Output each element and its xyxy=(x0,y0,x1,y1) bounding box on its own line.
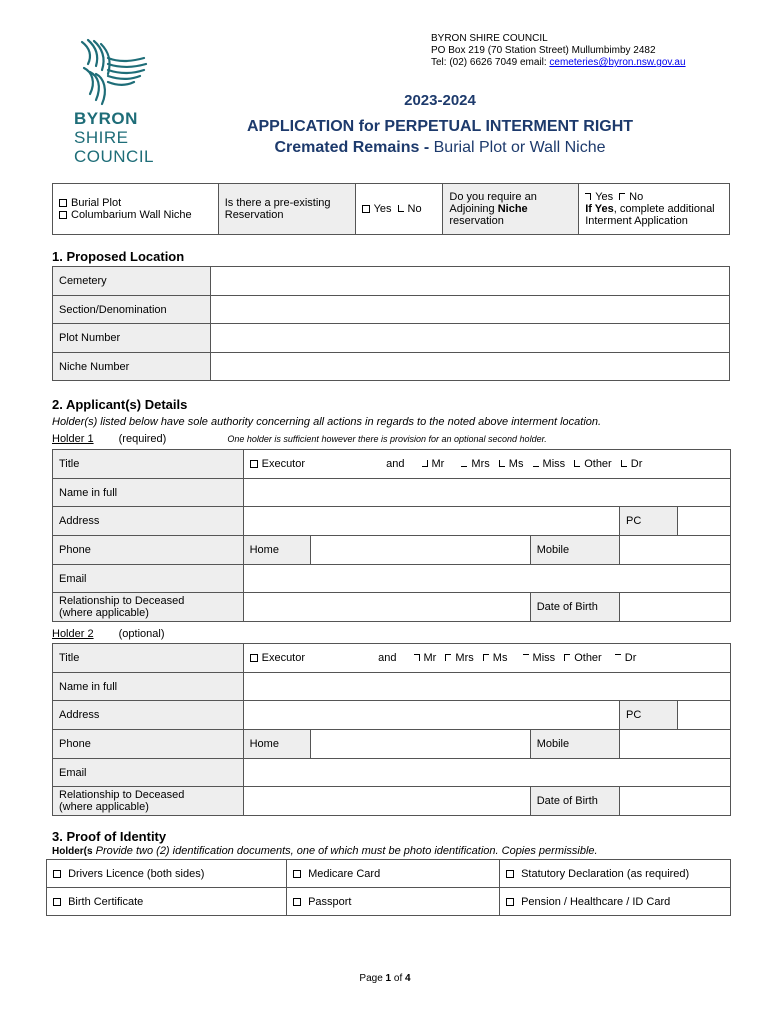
no-label: No xyxy=(407,203,422,215)
mobile-field[interactable] xyxy=(619,536,730,565)
subtitle-rest: Burial Plot or Wall Niche xyxy=(433,139,606,156)
adjoining-bold: Niche xyxy=(497,203,528,215)
checkbox-icon[interactable] xyxy=(59,211,67,219)
email-label: Email xyxy=(53,565,244,593)
section2-heading: 2. Applicant(s) Details xyxy=(52,397,188,412)
cemetery-label: Cemetery xyxy=(53,267,211,296)
logo-line-council: COUNCIL xyxy=(74,147,155,166)
miss-label: Miss xyxy=(542,458,566,470)
cemetery-field[interactable] xyxy=(211,267,730,296)
plot-number-label: Plot Number xyxy=(53,324,211,353)
email-field[interactable] xyxy=(243,565,730,593)
holder2-table xyxy=(52,643,731,816)
checkbox-icon[interactable] xyxy=(585,193,591,200)
plot-type-table xyxy=(52,183,730,235)
statutory-label: Statutory Declaration (as required) xyxy=(521,867,690,880)
logo-waves-icon xyxy=(74,38,154,106)
address-field[interactable] xyxy=(243,701,619,730)
relationship-field[interactable] xyxy=(243,787,530,816)
mr-label: Mr xyxy=(431,458,445,470)
plot-type-cell xyxy=(53,184,219,235)
holder1-note: One holder is sufficient however there is provision for an optional second holder. xyxy=(227,434,547,444)
checkbox-icon[interactable] xyxy=(250,460,258,468)
checkbox-icon[interactable] xyxy=(621,460,627,467)
checkbox-icon[interactable] xyxy=(523,654,529,661)
and-label: and xyxy=(386,458,405,470)
section-field[interactable] xyxy=(211,296,730,324)
plot-number-field[interactable] xyxy=(211,324,730,353)
preexisting-label: Is there a pre-existing Reservation xyxy=(224,197,331,221)
header-org: BYRON SHIRE COUNCIL xyxy=(431,33,548,44)
section1-heading: 1. Proposed Location xyxy=(52,249,185,264)
dob-label: Date of Birth xyxy=(530,593,619,622)
pc-label: PC xyxy=(619,701,677,730)
logo-line-byron: BYRON xyxy=(74,109,138,128)
holder1-heading xyxy=(52,433,547,445)
adjoining-question xyxy=(443,184,579,235)
id-option-statutory[interactable] xyxy=(500,860,731,888)
relationship-field[interactable] xyxy=(243,593,530,622)
mobile-field[interactable] xyxy=(619,730,730,759)
page-prefix: Page xyxy=(359,973,386,984)
preexisting-question xyxy=(218,184,355,235)
ms-label: Ms xyxy=(508,458,524,470)
header-address: PO Box 219 (70 Station Street) Mullumbimby 2482 xyxy=(431,45,656,56)
dr-label: Dr xyxy=(624,652,637,664)
burial-plot-option[interactable] xyxy=(59,197,212,209)
form-year: 2023-2024 xyxy=(404,92,476,109)
home-label: Home xyxy=(243,536,311,565)
checkbox-icon[interactable] xyxy=(461,460,467,467)
email-label: Email xyxy=(53,759,244,787)
email-link[interactable]: cemeteries@byron.nsw.gov.au xyxy=(549,57,686,68)
checkbox-icon[interactable] xyxy=(53,870,61,878)
holder2-optional: (optional) xyxy=(118,628,165,640)
dob-field[interactable] xyxy=(619,787,730,816)
miss-label: Miss xyxy=(532,652,556,664)
relationship-line1: Relationship to Deceased xyxy=(59,595,185,607)
medicare-label: Medicare Card xyxy=(308,867,381,880)
executor-label: Executor xyxy=(261,652,306,664)
checkbox-icon[interactable] xyxy=(293,898,301,906)
address-label: Address xyxy=(53,701,244,730)
if-yes-rest: , complete additional Interment Application xyxy=(585,203,715,227)
pc-label: PC xyxy=(619,507,677,536)
checkbox-icon[interactable] xyxy=(53,898,61,906)
checkbox-icon[interactable] xyxy=(445,654,451,661)
id-option-pension[interactable] xyxy=(500,888,731,916)
checkbox-icon[interactable] xyxy=(483,654,489,661)
address-field[interactable] xyxy=(243,507,619,536)
checkbox-icon[interactable] xyxy=(506,898,514,906)
header-contact xyxy=(431,33,731,69)
checkbox-icon[interactable] xyxy=(422,460,428,467)
adjoining-pre: Do you require an Adjoining xyxy=(449,191,537,215)
checkbox-icon[interactable] xyxy=(59,199,67,207)
section2-note: Holder(s) listed below have sole authority concerning all actions in regards to the noted above interment location. xyxy=(52,416,602,428)
page-total: 4 xyxy=(405,973,411,984)
holder1-label: Holder 1 xyxy=(52,433,94,445)
niche-number-label: Niche Number xyxy=(53,353,211,381)
relationship-line2: (where applicable) xyxy=(59,801,149,813)
holder2-heading xyxy=(52,628,165,640)
ms-label: Ms xyxy=(492,652,508,664)
other-label: Other xyxy=(584,458,612,470)
header-tel: Tel: (02) 6626 7049 email: xyxy=(431,57,550,68)
preexisting-answer xyxy=(355,184,443,235)
home-label: Home xyxy=(243,730,311,759)
passport-label: Passport xyxy=(308,895,352,908)
id-option-passport[interactable] xyxy=(287,888,500,916)
dob-label: Date of Birth xyxy=(530,787,619,816)
section3-note-line xyxy=(52,845,598,857)
holders-label: Holder(s xyxy=(52,846,93,857)
header-contact-line xyxy=(431,57,731,69)
checkbox-icon[interactable] xyxy=(619,193,625,200)
executor-label: Executor xyxy=(261,458,306,470)
relationship-label xyxy=(53,787,244,816)
name-field[interactable] xyxy=(243,479,730,507)
council-logo xyxy=(74,38,164,166)
pc-field[interactable] xyxy=(677,507,730,536)
id-option-medicare[interactable] xyxy=(287,860,500,888)
drivers-licence-label: Drivers Licence (both sides) xyxy=(68,867,205,880)
adjoining-post: reservation xyxy=(449,215,504,227)
home-phone-field[interactable] xyxy=(311,730,531,759)
title-label: Title xyxy=(53,450,244,479)
section-label: Section/Denomination xyxy=(53,296,211,324)
checkbox-icon[interactable] xyxy=(615,654,621,661)
checkbox-icon[interactable] xyxy=(533,460,539,467)
name-label: Name in full xyxy=(53,673,244,701)
pension-label: Pension / Healthcare / ID Card xyxy=(521,895,671,908)
adjoining-answer xyxy=(579,184,730,235)
yes-label: Yes xyxy=(595,191,614,203)
if-yes-bold: If Yes xyxy=(585,203,614,215)
wall-niche-option[interactable] xyxy=(59,209,212,221)
mrs-label: Mrs xyxy=(471,458,490,470)
checkbox-icon[interactable] xyxy=(574,460,580,467)
email-field[interactable] xyxy=(243,759,730,787)
checkbox-icon[interactable] xyxy=(250,654,258,662)
name-label: Name in full xyxy=(53,479,244,507)
birth-certificate-label: Birth Certificate xyxy=(68,895,144,908)
phone-label: Phone xyxy=(53,536,244,565)
checkbox-icon[interactable] xyxy=(293,870,301,878)
wall-niche-label: Columbarium Wall Niche xyxy=(71,209,192,221)
address-label: Address xyxy=(53,507,244,536)
mr-label: Mr xyxy=(423,652,437,664)
identity-table xyxy=(46,859,731,916)
location-table xyxy=(52,266,730,381)
title-label: Title xyxy=(53,644,244,673)
relationship-label xyxy=(53,593,244,622)
yes-label: Yes xyxy=(373,203,392,215)
checkbox-icon[interactable] xyxy=(499,460,505,467)
niche-number-field[interactable] xyxy=(211,353,730,381)
mrs-label: Mrs xyxy=(455,652,474,664)
id-option-birth-certificate[interactable] xyxy=(47,888,287,916)
section3-note: Provide two (2) identification documents, one of which must be photo identification. Copies permissible. xyxy=(95,845,598,857)
checkbox-icon[interactable] xyxy=(506,870,514,878)
name-field[interactable] xyxy=(243,673,730,701)
checkbox-icon[interactable] xyxy=(414,654,420,661)
burial-plot-label: Burial Plot xyxy=(71,197,122,209)
dr-label: Dr xyxy=(630,458,643,470)
subtitle-bold: Cremated Remains - xyxy=(274,139,434,156)
holder1-required: (required) xyxy=(118,433,167,445)
home-phone-field[interactable] xyxy=(311,536,531,565)
logo-line-shire: SHIRE xyxy=(74,128,129,147)
holder1-table xyxy=(52,449,731,622)
title-options xyxy=(243,644,730,673)
no-label: No xyxy=(629,191,644,203)
phone-label: Phone xyxy=(53,730,244,759)
relationship-line2: (where applicable) xyxy=(59,607,149,619)
title-options xyxy=(243,450,730,479)
page-of: of xyxy=(391,973,406,984)
pc-field[interactable] xyxy=(677,701,730,730)
holder2-label: Holder 2 xyxy=(52,628,94,640)
form-title: APPLICATION for PERPETUAL INTERMENT RIGHT xyxy=(246,118,634,135)
and-label: and xyxy=(378,652,397,664)
checkbox-icon[interactable] xyxy=(362,205,370,213)
checkbox-icon[interactable] xyxy=(398,205,404,212)
form-subtitle xyxy=(190,139,690,157)
page-footer xyxy=(285,973,485,984)
mobile-label: Mobile xyxy=(530,536,619,565)
section3-heading: 3. Proof of Identity xyxy=(52,829,167,844)
relationship-line1: Relationship to Deceased xyxy=(59,789,185,801)
dob-field[interactable] xyxy=(619,593,730,622)
checkbox-icon[interactable] xyxy=(564,654,570,661)
other-label: Other xyxy=(574,652,602,664)
page-number: 1 xyxy=(385,973,392,984)
mobile-label: Mobile xyxy=(530,730,619,759)
id-option-drivers-licence[interactable] xyxy=(47,860,287,888)
